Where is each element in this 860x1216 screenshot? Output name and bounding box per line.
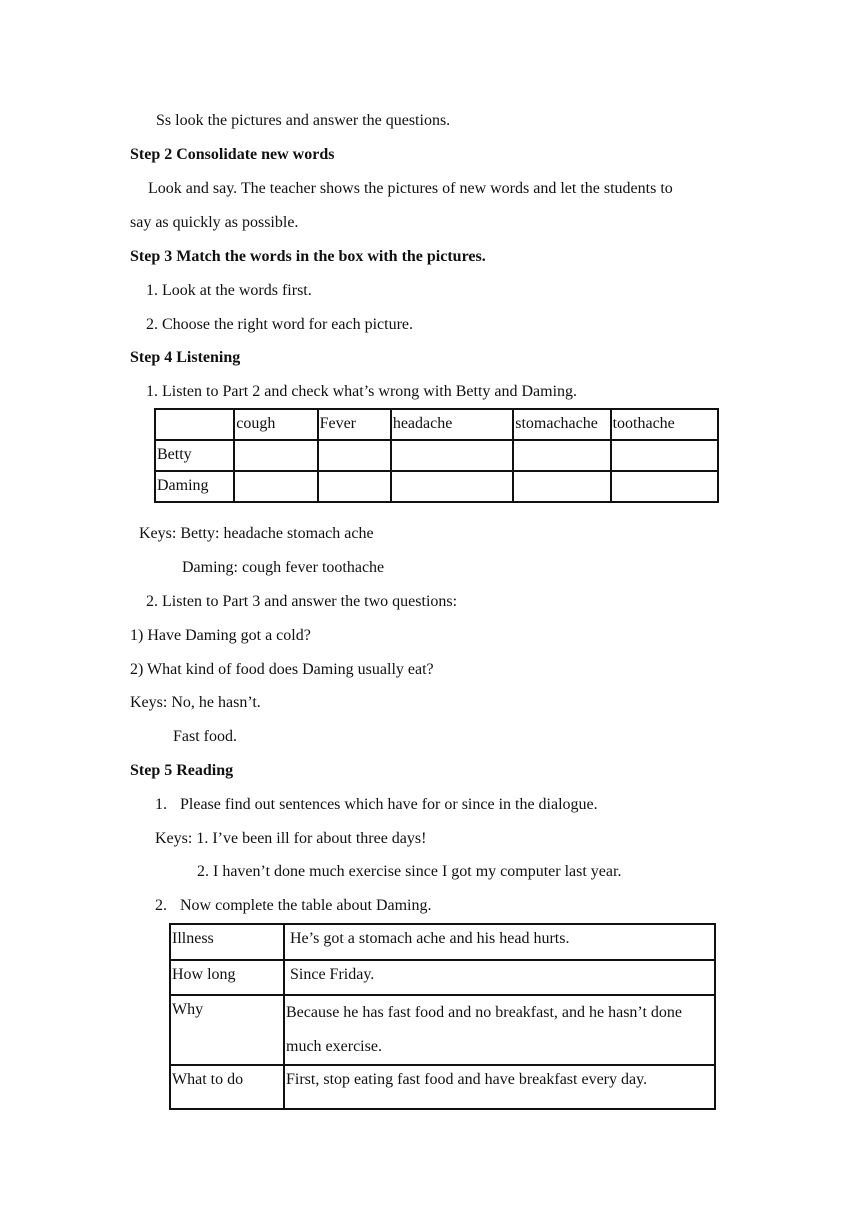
table-cell (318, 471, 391, 502)
keys-1-line-1: Keys: Betty: headache stomach ache (139, 525, 374, 542)
table-value-cell: Because he has fast food and no breakfast, and he hasn’t done much exercise. (284, 995, 715, 1065)
step-2-heading: Step 2 Consolidate new words (130, 146, 335, 163)
step-3-item-1: 1. Look at the words first. (146, 282, 312, 299)
table-cell (391, 440, 513, 471)
step-5-item-1-number: 1. (155, 796, 167, 813)
table-row (155, 471, 718, 502)
question-1: 1) Have Daming got a cold? (130, 627, 311, 644)
table-value-cell: First, stop eating fast food and have breakfast every day. (284, 1065, 715, 1109)
table-row (170, 924, 715, 960)
table-header-cell: Fever (318, 409, 391, 440)
keys-3-line-1: Keys: 1. I’ve been ill for about three days! (155, 830, 427, 847)
intro-line: Ss look the pictures and answer the questions. (156, 112, 451, 129)
question-2: 2) What kind of food does Daming usually eat? (130, 661, 434, 678)
table-label-cell: What to do (170, 1065, 284, 1109)
table-cell (611, 471, 718, 502)
table-header-cell: cough (234, 409, 317, 440)
keys-3-line-2: 2. I haven’t done much exercise since I got my computer last year. (197, 863, 622, 880)
table-header-cell: headache (391, 409, 513, 440)
step-3-heading: Step 3 Match the words in the box with the pictures. (130, 248, 486, 265)
step-4-item-2: 2. Listen to Part 3 and answer the two questions: (146, 593, 458, 610)
table-value-cell: He’s got a stomach ache and his head hurts. (284, 924, 715, 960)
table-row (170, 1065, 715, 1109)
table-cell (611, 440, 718, 471)
step-5-item-2: Now complete the table about Daming. (180, 897, 432, 914)
table-cell (234, 440, 317, 471)
table-label-cell: Why (170, 995, 284, 1065)
table-cell (513, 440, 610, 471)
table-cell: Betty (155, 440, 234, 471)
step-5-heading: Step 5 Reading (130, 762, 234, 779)
step-4-heading: Step 4 Listening (130, 349, 241, 366)
keys-2-line-1: Keys: No, he hasn’t. (130, 694, 261, 711)
illness-check-table (154, 408, 719, 503)
table-row (155, 440, 718, 471)
table-label-cell: How long (170, 960, 284, 995)
table-row (170, 960, 715, 995)
table-header-row (155, 409, 718, 440)
step-5-item-2-number: 2. (155, 897, 167, 914)
table-cell (391, 471, 513, 502)
table-header-cell: toothache (611, 409, 718, 440)
table-header-cell: stomachache (513, 409, 610, 440)
step-2-text-line-2: say as quickly as possible. (130, 214, 299, 231)
step-3-item-2: 2. Choose the right word for each picture. (146, 316, 414, 333)
table-label-cell: Illness (170, 924, 284, 960)
step-4-item-1: 1. Listen to Part 2 and check what’s wrong with Betty and Daming. (146, 383, 578, 400)
table-cell (318, 440, 391, 471)
step-5-item-1: Please find out sentences which have for or since in the dialogue. (180, 796, 598, 813)
table-cell: Daming (155, 471, 234, 502)
keys-1-line-2: Daming: cough fever toothache (182, 559, 385, 576)
table-header-cell (155, 409, 234, 440)
table-row (170, 995, 715, 1065)
table-value-cell: Since Friday. (284, 960, 715, 995)
keys-2-line-2: Fast food. (173, 728, 237, 745)
table-cell (234, 471, 317, 502)
step-2-text-line-1: Look and say. The teacher shows the pictures of new words and let the students to (148, 180, 673, 197)
daming-info-table (169, 923, 716, 1110)
table-cell (513, 471, 610, 502)
